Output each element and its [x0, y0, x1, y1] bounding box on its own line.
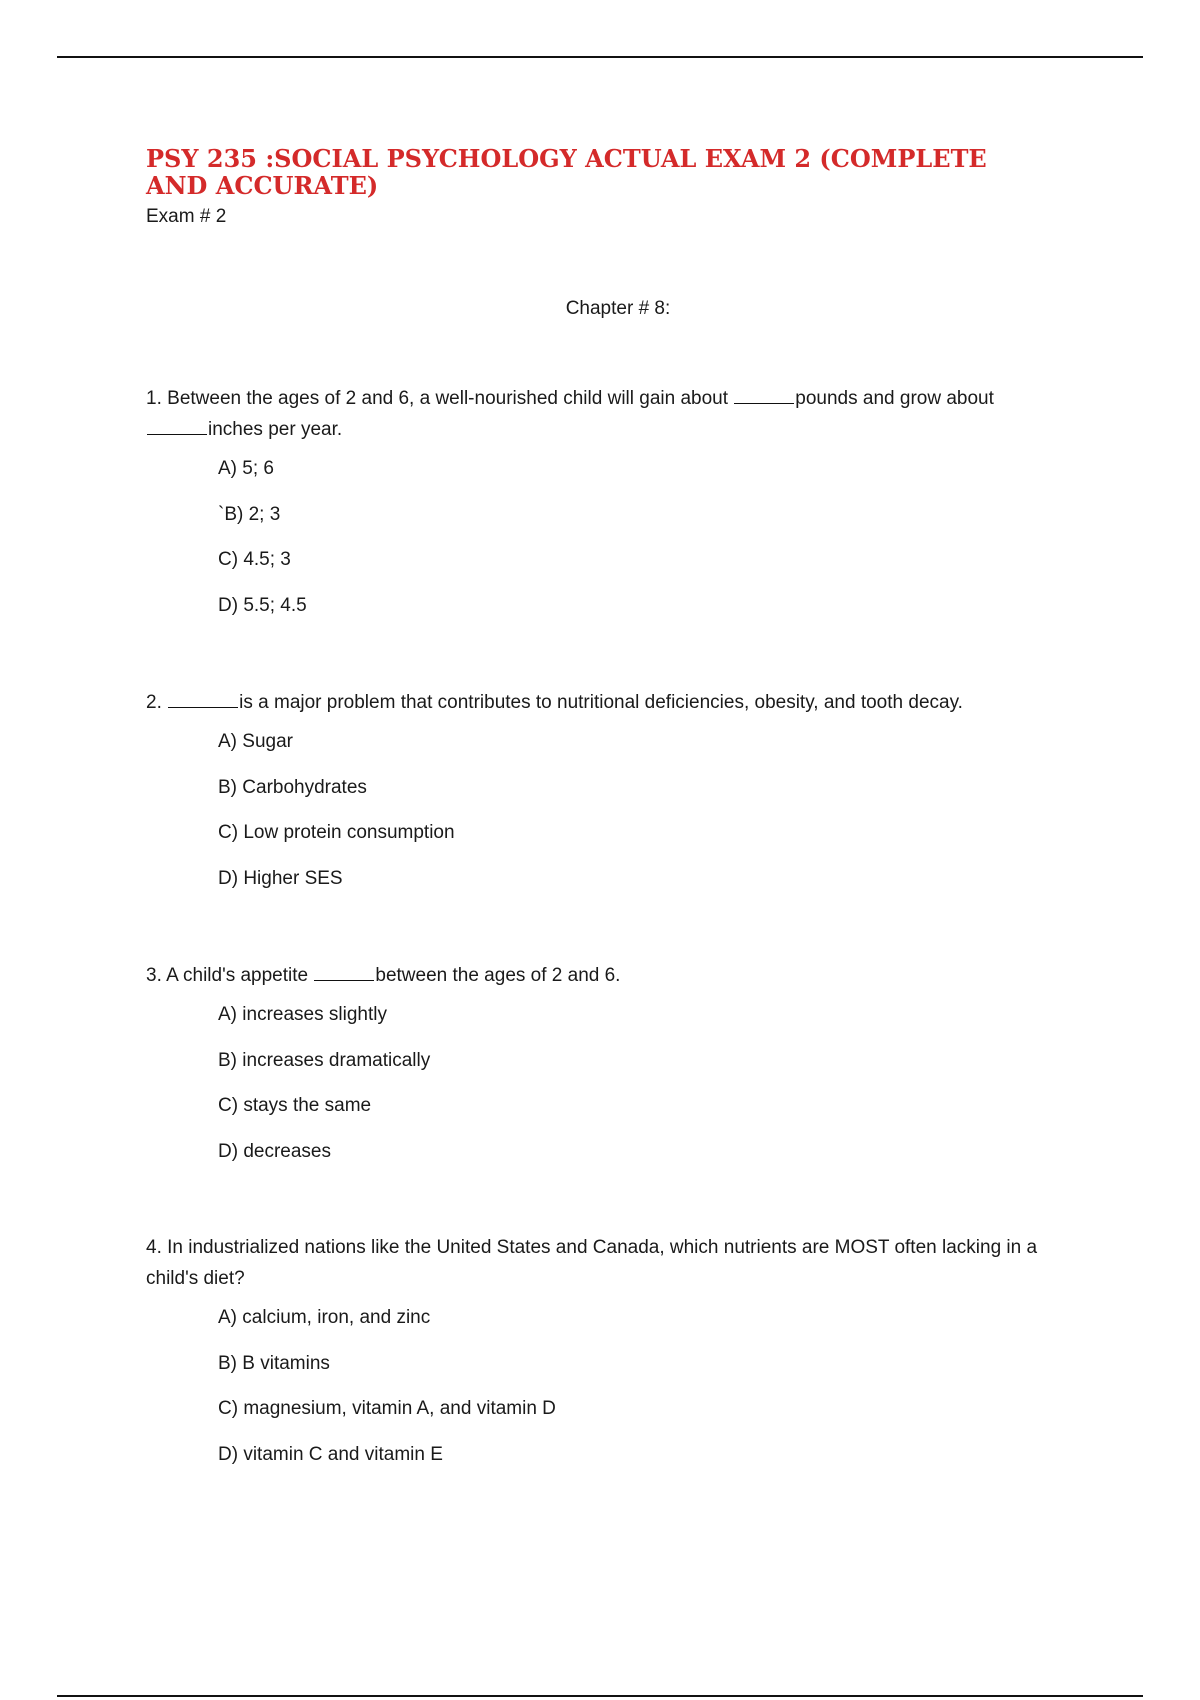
answer-blank — [168, 689, 238, 708]
answer-blank — [734, 385, 794, 404]
answer-option: D) decreases — [218, 1140, 331, 1162]
question-1 — [146, 383, 1086, 635]
answer-option: A) Sugar — [218, 731, 293, 752]
answer-options — [218, 726, 1086, 908]
question-4 — [146, 1232, 1086, 1484]
answer-blank — [147, 416, 207, 435]
stem-text: between the ages of 2 and 6. — [375, 965, 621, 986]
answer-option: B) Carbohydrates — [218, 776, 367, 798]
question-stem — [146, 383, 1086, 445]
question-3 — [146, 960, 1086, 1181]
chapter-heading: Chapter # 8: — [565, 298, 671, 319]
answer-option: A) calcium, iron, and zinc — [218, 1307, 431, 1328]
answer-options — [218, 1302, 1086, 1484]
stem-text: pounds and grow about — [795, 388, 994, 409]
answer-options — [218, 999, 1086, 1181]
question-stem — [146, 687, 1086, 718]
stem-text: inches per year. — [208, 419, 343, 440]
answer-option: `B) 2; 3 — [218, 503, 281, 525]
question-number: 3. — [146, 965, 162, 986]
stem-text: Between the ages of 2 and 6, a well-nourished child will gain about — [167, 388, 734, 409]
answer-option: A) 5; 6 — [218, 458, 274, 479]
answer-option: D) vitamin C and vitamin E — [218, 1443, 443, 1465]
question-number: 4. — [146, 1237, 162, 1258]
answer-option: D) Higher SES — [218, 867, 343, 889]
answer-option: C) stays the same — [218, 1095, 372, 1116]
answer-option: A) increases slightly — [218, 1004, 387, 1025]
answer-option: B) increases dramatically — [218, 1049, 431, 1071]
answer-option: D) 5.5; 4.5 — [218, 594, 307, 616]
answer-option: C) magnesium, vitamin A, and vitamin D — [218, 1398, 556, 1419]
top-divider — [57, 56, 1143, 58]
question-stem — [146, 960, 1086, 991]
question-2 — [146, 687, 1086, 908]
stem-text: In industrialized nations like the United States and Canada, which nutrients are MOST often lacking in a child's diet? — [146, 1237, 1038, 1289]
question-stem — [146, 1232, 1086, 1294]
document-title: PSY 235 :SOCIAL PSYCHOLOGY ACTUAL EXAM 2 (COMPLETE AND ACCURATE) — [146, 144, 987, 200]
stem-text: A child's appetite — [166, 965, 314, 986]
bottom-divider — [57, 1695, 1143, 1697]
answer-option: C) 4.5; 3 — [218, 549, 291, 570]
answer-options — [218, 453, 1086, 635]
exam-subtitle: Exam # 2 — [146, 206, 227, 227]
answer-option: C) Low protein consumption — [218, 822, 455, 843]
answer-option: B) B vitamins — [218, 1352, 330, 1374]
question-number: 2. — [146, 692, 162, 713]
stem-text: is a major problem that contributes to nutritional deficiencies, obesity, and tooth decay. — [239, 692, 963, 713]
answer-blank — [314, 962, 374, 981]
question-number: 1. — [146, 388, 162, 409]
